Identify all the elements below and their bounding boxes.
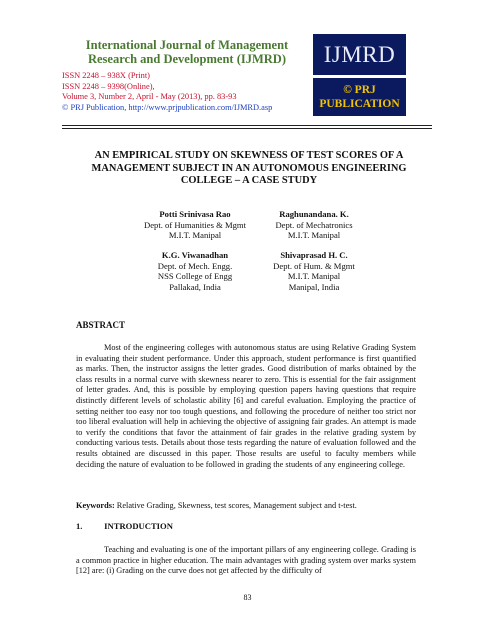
keywords-label: Keywords: (76, 501, 115, 510)
abstract-heading: ABSTRACT (76, 320, 126, 330)
author-dept: Dept. of Mech. Engg. (157, 260, 233, 271)
author-affiliation: M.I.T. Manipal (287, 230, 341, 241)
journal-name: International Journal of Management Research and Development (IJMRD) (85, 38, 289, 66)
author-block (254, 250, 374, 292)
header-divider-2 (62, 128, 432, 129)
section-number: 1. (76, 521, 83, 531)
author-block (130, 250, 260, 292)
section-heading (76, 521, 173, 531)
page-number: 83 (243, 593, 252, 602)
journal-info (62, 71, 312, 113)
keywords-list: Relative Grading, Skewness, test scores, Management subject and t-test. (116, 501, 357, 510)
publisher-logo-line1: © PRJ (343, 84, 376, 96)
journal-logo: IJMRD (313, 34, 406, 75)
publisher-logo-line2: PUBLICATION (319, 98, 400, 110)
abstract-text: Most of the engineering colleges with autonomous status are using Relative Grading System in evaluating their student performance. Under this approach, student performance is first quantified as marks. Then, the instructor assigns the letter grades. Good distribution of marks obtained by the class results in a normal curve with skewness nearer to zero. This is essential for the fair assignment of letter grades. And, this is possible by employing question papers having questions that require distinctly different levels of scholastic ability [6] and careful evaluation. Employing the practice of setting neither too easy nor too tough questions, and following the procedure of neither too strict nor too liberal evaluation will help in achieving the objective of assigning fair grades. An attempt is made to verify the conditions that favor the attainment of fair grades in the relative grading system by conducting various tests. Details about those tests regarding the nature of evaluation followed and the results obtained are discussed in this paper. Those results are useful to faculty members while deciding the nature of evaluation to be followed in grading the students of any engineering college. (76, 343, 416, 469)
author-dept: Dept. of Mechatronics (275, 219, 353, 230)
author-location: Manipal, India (288, 281, 340, 292)
author-name: Raghunandana. K. (279, 209, 349, 219)
author-block (254, 209, 374, 241)
keywords (76, 501, 416, 512)
author-dept: Dept. of Humanities & Mgmt (144, 219, 246, 230)
header-divider (62, 125, 432, 126)
author-name: Shivaprasad H. C. (280, 250, 348, 260)
author-affiliation: M.I.T. Manipal (168, 230, 222, 241)
issn-online: ISSN 2248 – 9398(Online), (62, 81, 155, 91)
intro-text: Teaching and evaluating is one of the important pillars of any engineering college. Grading is a common practice in higher education. The main advantages with grading system over marks system [12] are: (i) Grading on the curve does not get affected by the difficulty of (76, 545, 416, 576)
author-name: Potti Srinivasa Rao (159, 209, 231, 219)
author-location: Pallakad, India (169, 281, 221, 292)
volume-info: Volume 3, Number 2, April - May (2013), pp. 83-93 (62, 92, 237, 101)
publication-link[interactable]: © PRJ Publication, http://www.prjpublication.com/IJMRD.asp (62, 102, 273, 112)
author-dept: Dept. of Hum. & Mgmt (273, 260, 355, 271)
author-affiliation: NSS College of Engg (157, 271, 233, 282)
paper-title: AN EMPIRICAL STUDY ON SKEWNESS OF TEST SCORES OF A MANAGEMENT SUBJECT IN AN AUTONOMOUS ENGINEERING COLLEGE – A CASE STUDY (91, 150, 407, 187)
author-affiliation: M.I.T. Manipal (287, 271, 341, 282)
author-block (130, 209, 260, 241)
author-name: K.G. Viwanadhan (161, 250, 229, 260)
publisher-logo (313, 78, 406, 116)
issn-print: ISSN 2248 – 938X (Print) (62, 71, 150, 80)
section-title: INTRODUCTION (104, 521, 173, 531)
